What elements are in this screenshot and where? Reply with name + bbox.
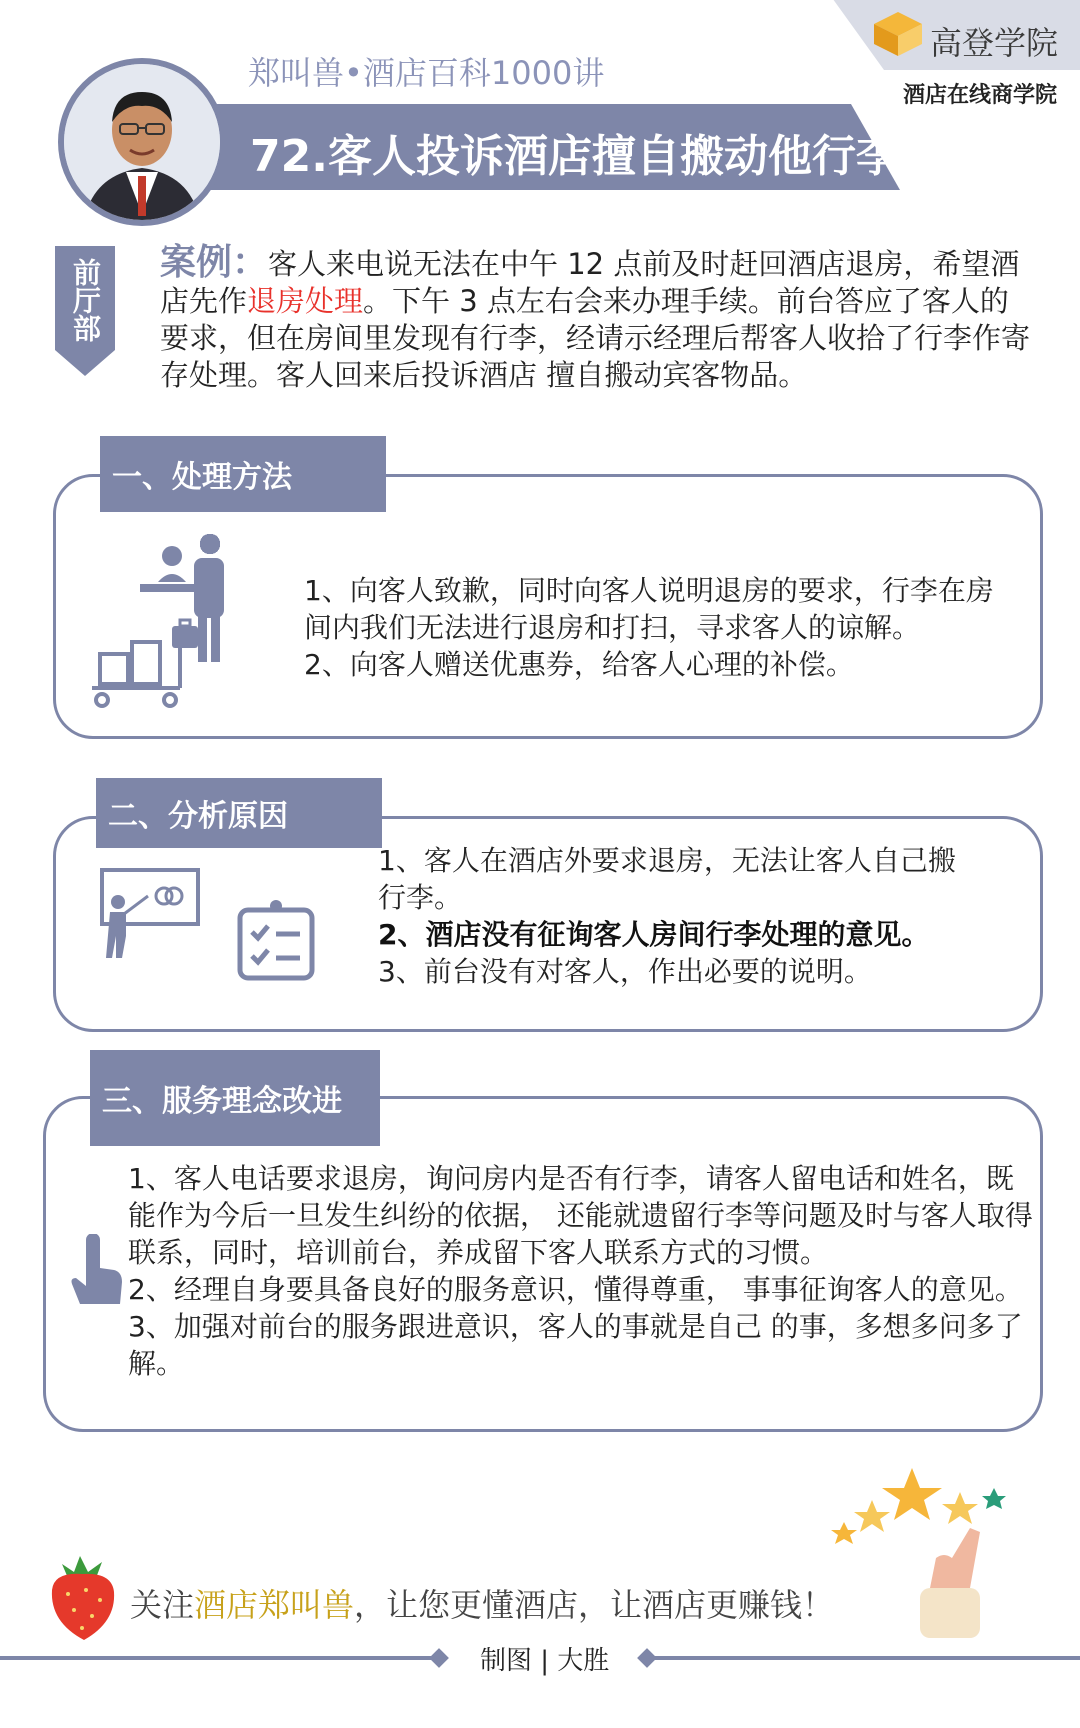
case-paragraph xyxy=(160,244,1030,394)
brand-subtitle: 酒店在线商学院 xyxy=(903,83,1058,108)
improvement-item: 3、加强对前台的服务跟进意识，客人的事就是自己 的事，多想多问多了解。 xyxy=(128,1310,1023,1380)
improvement-item: 2、经理自身要具备良好的服务意识，懂得尊重， 事事征询客人的意见。 xyxy=(128,1273,1023,1306)
stars-hand-icon xyxy=(820,1448,1020,1648)
footer-slogan xyxy=(130,1580,834,1626)
section-handling-body xyxy=(304,572,1024,683)
department-label-text: 前厅部 xyxy=(69,258,102,342)
footer-diamond-left xyxy=(429,1648,449,1668)
section-improvement-title: 三、服务理念改进 xyxy=(90,1050,380,1146)
case-text-end: 。下午 3 点左右会来办理手续。前台答应了客人的要求，但在房间里发现有行李，经请示经理后帮客人收拾了行李作寄存处理。客人回来后投诉酒店 擅自搬动宾客物品。 xyxy=(160,284,1031,392)
section-analysis-body xyxy=(378,842,978,990)
strawberry-icon xyxy=(40,1550,124,1646)
improvement-item: 1、客人电话要求退房，询问房内是否有行李，请客人留电话和姓名，既能作为今后一旦发生纠纷的依据， 还能就遗留行李等问题及时与客人取得联系，同时，培训前台，养成留下客人联系方式的习惯。 xyxy=(128,1162,1033,1269)
footer-credit: 制图 | 大胜 xyxy=(480,1646,610,1676)
luggage-cart-icon xyxy=(88,630,208,710)
analysis-item: 1、客人在酒店外要求退房，无法让客人自己搬行李。 xyxy=(378,844,956,914)
slogan-highlight: 酒店郑叫兽 xyxy=(194,1586,355,1624)
handling-item: 2、向客人赠送优惠券，给客人心理的补偿。 xyxy=(304,648,854,681)
footer-divider-left xyxy=(0,1656,440,1660)
slogan-start: 关注 xyxy=(130,1586,195,1624)
avatar xyxy=(58,58,226,226)
case-text-start: 客人来电说无法在中午 12 点前及时赶回酒店退房，希望酒店先作 xyxy=(160,247,1020,318)
logo-icon xyxy=(870,10,926,58)
department-label xyxy=(55,258,115,349)
case-highlight: 退房处理 xyxy=(247,284,364,318)
pointing-hand-icon xyxy=(66,1234,126,1310)
section-analysis-title: 二、分析原因 xyxy=(96,778,382,848)
analysis-item: 3、前台没有对客人，作出必要的说明。 xyxy=(378,955,872,988)
series-title: 郑叫兽•酒店百科1000讲 xyxy=(248,54,605,92)
presentation-icon xyxy=(96,866,206,962)
section-improvement-body xyxy=(128,1160,1038,1382)
analysis-item-emphasis: 2、酒店没有征询客人房间行李处理的意见。 xyxy=(378,918,930,951)
handling-item: 1、向客人致歉，同时向客人说明退房的要求，行李在房 间内我们无法进行退房和打扫，寻求客人的谅解。 xyxy=(304,574,994,644)
page-title: 72.客人投诉酒店擅自搬动他行李 xyxy=(250,131,900,182)
footer-divider-right xyxy=(648,1656,1080,1660)
checklist-icon xyxy=(234,898,318,982)
brand-name: 高登学院 xyxy=(930,24,1059,62)
section-handling-title: 一、处理方法 xyxy=(100,436,386,512)
slogan-end: ，让您更懂酒店，让酒店更赚钱！ xyxy=(354,1586,835,1624)
case-label: 案例： xyxy=(160,242,269,283)
